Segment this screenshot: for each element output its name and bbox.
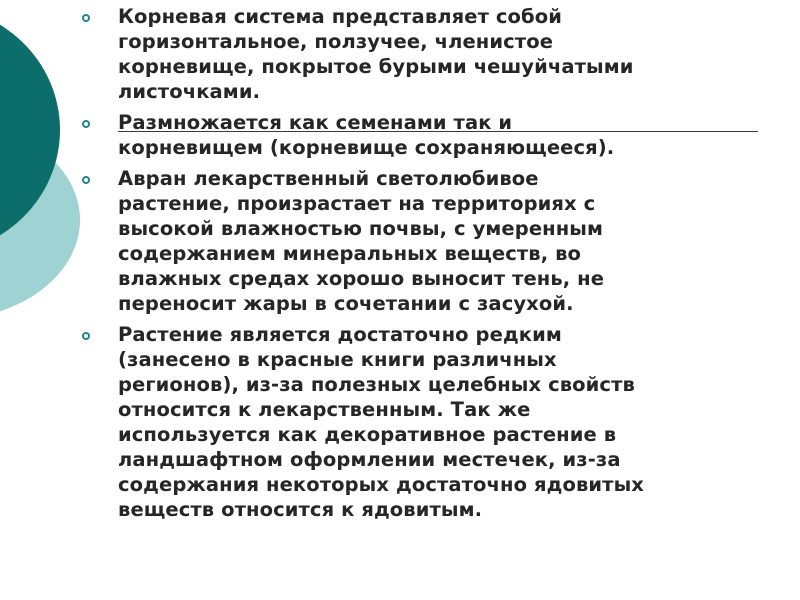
bullet-line: горизонтальное, ползучее, членистое [118,30,554,53]
bullet-ring-icon [82,176,90,184]
bullet-line: высокой влажностью почвы, с умеренным [118,217,604,240]
bullet-item [82,166,772,316]
bullet-list [82,4,772,528]
bullet-item [82,322,772,522]
bullet-line: Корневая система представляет собой [118,5,563,28]
bullet-ring-icon [82,332,90,340]
bullet-text [118,110,772,160]
bullet-line: содержания некоторых достаточно ядовитых [118,473,644,496]
bullet-line: корневище, покрытое бурыми чешуйчатыми [118,55,634,78]
bullet-ring-icon [82,14,90,22]
bullet-line: регионов), из-за полезных целебных свойств [118,373,635,396]
bullet-line: (занесено в красные книги различных [118,348,557,371]
bullet-text [118,322,772,522]
bullet-text [118,4,772,104]
bullet-text [118,166,772,316]
bullet-line: Растение является достаточно редким [118,323,562,346]
bullet-line: корневищем (корневище сохраняющееся). [118,136,615,159]
bullet-ring-icon [82,120,90,128]
bullet-line: относится к лекарственным. Так же [118,398,531,421]
bullet-line: веществ относится к ядовитым. [118,498,483,521]
bullet-line: содержанием минеральных веществ, во [118,242,582,265]
bullet-line: Авран лекарственный светолюбивое [118,167,539,190]
bullet-line: влажных средах хорошо выносит тень, не [118,267,605,290]
bullet-item [82,110,772,160]
bullet-line: переносит жары в сочетании с засухой. [118,292,574,315]
bullet-line: растение, произрастает на территориях с [118,192,596,215]
bullet-line: листочками. [118,80,261,103]
bullet-line: используется как декоративное растение в [118,423,617,446]
bullet-line: Размножается как семенами так и [118,111,513,134]
bullet-item [82,4,772,104]
bullet-line: ландшафтном оформлении местечек, из-за [118,448,621,471]
